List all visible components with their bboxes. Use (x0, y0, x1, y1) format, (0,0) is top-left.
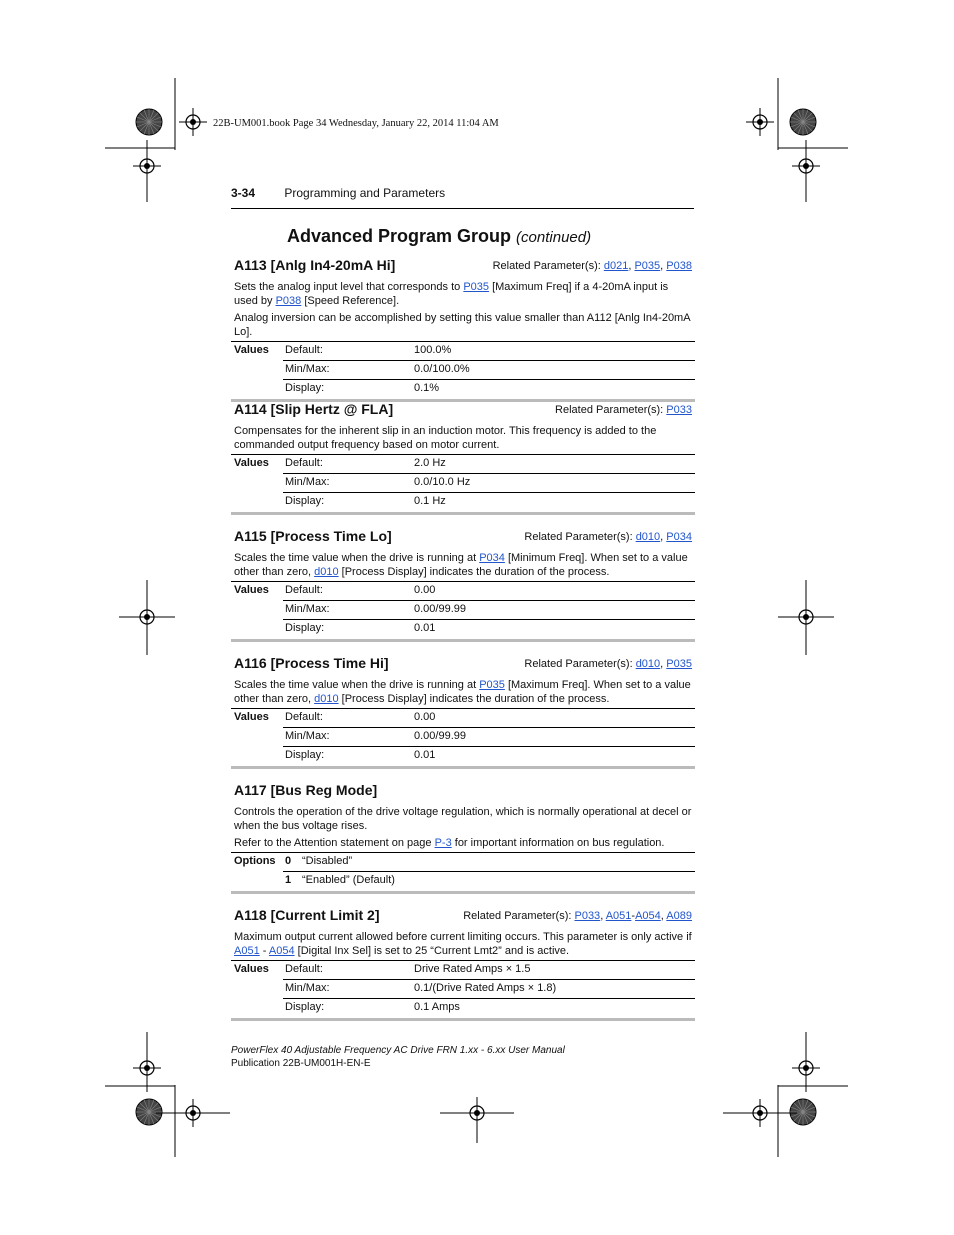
table-row (231, 601, 695, 620)
options-label: Options (234, 855, 276, 867)
table-row (231, 455, 695, 474)
desc-text: Scales the time value when the drive is running at (234, 679, 480, 691)
link-d010[interactable]: d010 (635, 658, 661, 670)
param-a113 (231, 257, 695, 402)
values-table (231, 708, 695, 769)
related-label: Related Parameter(s): (524, 531, 636, 543)
row-value: 0.00/99.99 (414, 603, 466, 615)
registration-disc-icon (136, 109, 162, 135)
desc-text: for important information on bus regulation. (451, 837, 665, 849)
row-value: 0.0/100.0% (414, 363, 470, 375)
row-value: 0.00/99.99 (414, 730, 466, 742)
values-label: Values (234, 457, 269, 469)
row-value: 0.00 (414, 711, 436, 723)
table-row (231, 620, 695, 639)
param-title: A118 [Current Limit 2] (234, 907, 380, 923)
table-row (231, 493, 695, 512)
link-d010-desc[interactable]: d010 (314, 693, 339, 705)
param-description (234, 930, 695, 958)
link-a051-desc[interactable]: A051 (234, 945, 260, 957)
related-label: Related Parameter(s): (463, 910, 575, 922)
row-value: 2.0 Hz (414, 457, 446, 469)
row-key: Default: (285, 457, 323, 469)
values-table (231, 341, 695, 402)
row-key: Min/Max: (285, 476, 330, 488)
link-p035[interactable]: P035 (634, 260, 661, 272)
row-value: 0.1 Hz (414, 495, 446, 507)
print-timestamp: 22B-UM001.book Page 34 Wednesday, January 22, 2014 11:04 AM (213, 118, 499, 129)
footer-publication: Publication 22B-UM001H-EN-E (231, 1058, 371, 1069)
link-d010[interactable]: d010 (635, 531, 661, 543)
link-d021[interactable]: d021 (603, 260, 629, 272)
option-text: “Enabled” (Default) (302, 874, 395, 886)
param-title: A114 [Slip Hertz @ FLA] (234, 401, 394, 417)
param-description (234, 280, 695, 308)
row-key: Display: (285, 622, 325, 634)
table-end-rule (231, 639, 695, 642)
table-row (231, 872, 695, 891)
row-value: 0.1/(Drive Rated Amps × 1.8) (414, 982, 557, 994)
link-p-3[interactable]: P-3 (434, 837, 452, 849)
table-row (231, 853, 695, 872)
row-key: Default: (285, 711, 323, 723)
param-description (234, 678, 695, 706)
footer-manual-title: PowerFlex 40 Adjustable Frequency AC Drive FRN 1.xx - 6.xx User Manual (231, 1045, 565, 1056)
related-label: Related Parameter(s): (492, 260, 604, 272)
link-a054-desc[interactable]: A054 (268, 945, 295, 957)
link-p034[interactable]: P034 (666, 531, 692, 543)
related-params: Related Parameter(s): d021, P035, P038 (492, 260, 692, 272)
values-label: Values (234, 963, 269, 975)
option-number: 1 (285, 874, 292, 886)
values-table (231, 454, 695, 515)
crosshair-icon (179, 108, 207, 136)
link-p035-desc[interactable]: P035 (463, 281, 490, 293)
link-p035[interactable]: P035 (666, 658, 692, 670)
param-title: A116 [Process Time Hi] (234, 655, 389, 671)
row-value: 0.0/10.0 Hz (414, 476, 471, 488)
param-a114 (231, 401, 695, 515)
desc-text: Sets the analog input level that corresponds to (234, 281, 464, 293)
link-p035-desc[interactable]: P035 (479, 679, 505, 691)
link-p038-desc[interactable]: P038 (275, 295, 302, 307)
table-end-rule (231, 891, 695, 894)
row-key: Display: (285, 1001, 325, 1013)
page-footer (231, 1044, 565, 1070)
values-label: Values (234, 584, 269, 596)
related-label: Related Parameter(s): (524, 658, 636, 670)
param-a115 (231, 528, 695, 642)
table-end-rule (231, 766, 695, 769)
group-title (287, 226, 591, 247)
option-text: “Disabled” (302, 855, 353, 867)
group-title-continued: (continued) (516, 229, 592, 246)
row-value: 0.01 (414, 622, 436, 634)
registration-disc-icon (790, 109, 816, 135)
row-key: Display: (285, 382, 325, 394)
values-table (231, 960, 695, 1021)
table-row (231, 980, 695, 999)
param-title: A113 [Anlg In4-20mA Hi] (234, 257, 396, 273)
table-row (231, 342, 695, 361)
related-params: Related Parameter(s): d010, P035 (524, 658, 692, 670)
link-a051[interactable]: A051 (605, 910, 632, 922)
crosshair-icon (746, 108, 774, 136)
link-d010-desc[interactable]: d010 (314, 566, 339, 578)
values-table (231, 581, 695, 642)
related-label: Related Parameter(s): (555, 404, 667, 416)
related-params: Related Parameter(s): d010, P034 (524, 531, 692, 543)
link-a054[interactable]: A054 (635, 910, 661, 922)
desc-text: [Digital Inx Sel] is set to 25 “Current Lmt2” and is active. (294, 945, 570, 957)
registration-disc-icon (790, 1099, 816, 1125)
row-value: 0.00 (414, 584, 436, 596)
values-label: Values (234, 711, 269, 723)
table-row (231, 380, 695, 399)
row-key: Display: (285, 495, 325, 507)
param-description-2 (234, 836, 695, 850)
row-key: Default: (285, 584, 323, 596)
related-params (555, 404, 692, 416)
desc-text: Scales the time value when the drive is running at (234, 552, 480, 564)
param-a118 (231, 907, 695, 1021)
param-title: A115 [Process Time Lo] (234, 528, 392, 544)
table-row (231, 747, 695, 766)
table-row (231, 728, 695, 747)
row-key: Default: (285, 344, 323, 356)
table-row (231, 709, 695, 728)
param-a116 (231, 655, 695, 769)
param-a117 (231, 782, 695, 894)
table-row (231, 999, 695, 1018)
row-value: 0.01 (414, 749, 436, 761)
row-key: Display: (285, 749, 325, 761)
link-p034-desc[interactable]: P034 (479, 552, 505, 564)
table-row (231, 582, 695, 601)
param-title: A117 [Bus Reg Mode] (234, 782, 378, 798)
group-title-main: Advanced Program Group (287, 226, 512, 246)
header-rule (231, 208, 694, 209)
option-number: 0 (285, 855, 292, 867)
row-key: Min/Max: (285, 363, 330, 375)
table-row (231, 474, 695, 493)
link-p033[interactable]: P033 (574, 910, 601, 922)
desc-text: [Maximum Freq] if a 4-20mA input is used by (234, 281, 669, 307)
row-value: 0.1 Amps (414, 1001, 460, 1013)
row-key: Default: (285, 963, 323, 975)
desc-text: - (259, 945, 269, 957)
param-description-2: Analog inversion can be accomplished by setting this value smaller than A112 [Anlg In4-20mA Lo]. (234, 312, 690, 338)
desc-text: [Maximum Freq]. When set to a value other than zero, (234, 679, 691, 705)
desc-text: Maximum output current allowed before current limiting occurs. This parameter is only active if (234, 931, 692, 943)
desc-text: [Process Display] indicates the duration of the process. (338, 566, 610, 578)
registration-disc-icon (136, 1099, 162, 1125)
desc-text: [Minimum Freq]. When set to a value other than zero, (234, 552, 688, 578)
param-description: Compensates for the inherent slip in an induction motor. This frequency is added to the commanded output frequency based on motor current. (234, 425, 657, 451)
section-title: Programming and Parameters (284, 186, 446, 200)
options-table (231, 852, 695, 894)
row-value: 0.1% (414, 382, 440, 394)
row-key: Min/Max: (285, 730, 330, 742)
table-end-rule (231, 512, 695, 515)
page-number: 3-34 (231, 186, 256, 200)
related-params: Related Parameter(s): P033, A051-A054, A089 (463, 910, 692, 922)
desc-text: [Speed Reference]. (301, 295, 400, 307)
table-end-rule (231, 1018, 695, 1021)
row-value: 100.0% (414, 344, 452, 356)
param-description (234, 551, 695, 579)
row-key: Min/Max: (285, 982, 330, 994)
link-p033[interactable]: P033 (666, 404, 692, 416)
desc-text: [Process Display] indicates the duration of the process. (338, 693, 610, 705)
table-row (231, 361, 695, 380)
table-row (231, 961, 695, 980)
link-a089[interactable]: A089 (666, 910, 692, 922)
link-p038[interactable]: P038 (666, 260, 692, 272)
param-description: Controls the operation of the drive voltage regulation, which is normally operational at decel or when the bus voltage rises. (234, 806, 692, 832)
values-label: Values (234, 344, 269, 356)
row-key: Min/Max: (285, 603, 330, 615)
page-header (231, 186, 694, 200)
desc-text: Refer to the Attention statement on page (234, 837, 435, 849)
row-value: Drive Rated Amps × 1.5 (414, 963, 531, 975)
